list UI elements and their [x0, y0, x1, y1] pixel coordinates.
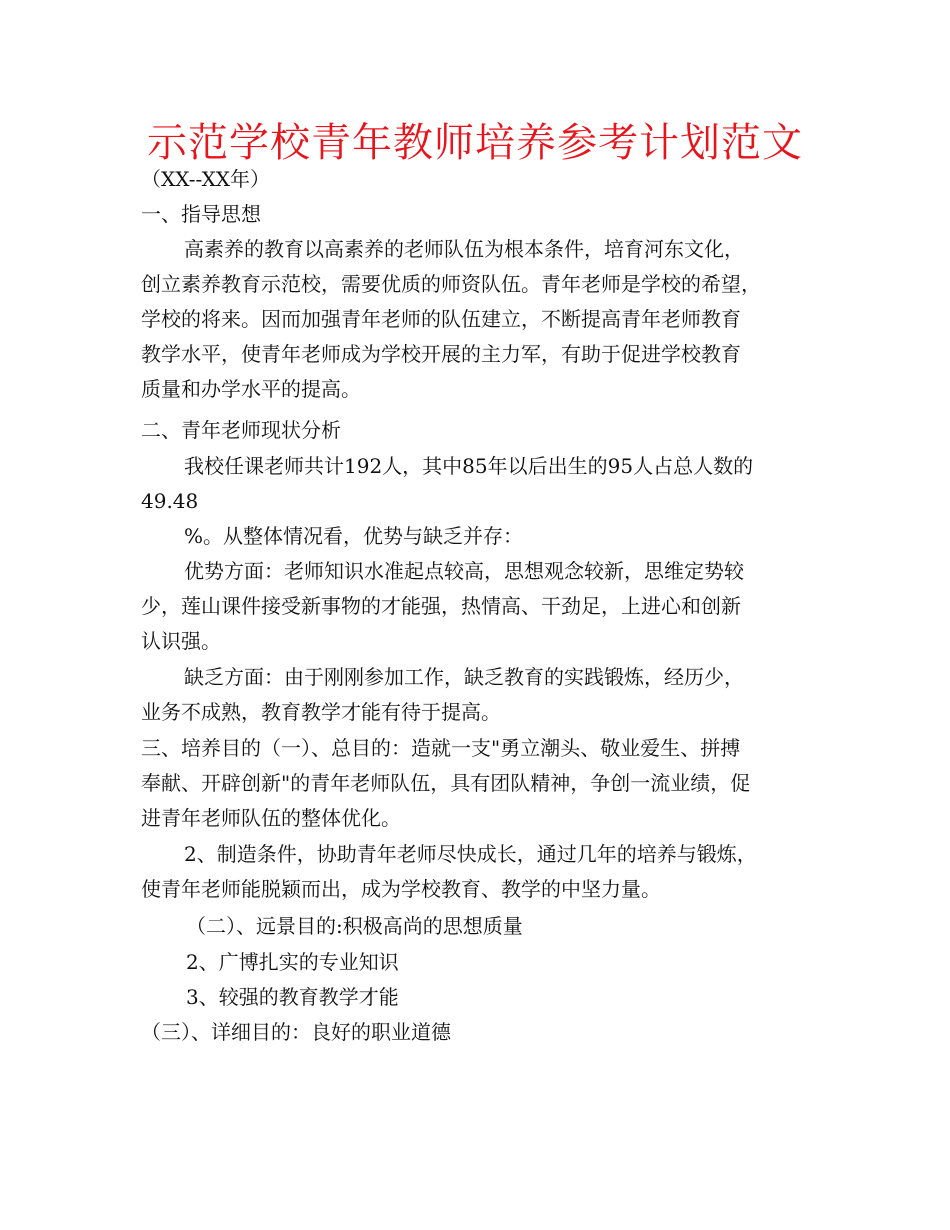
section-heading-guiding-ideology: 一、指导思想 [141, 202, 261, 226]
paragraph-line: 创立素养教育示范校，需要优质的师资队伍。青年老师是学校的希望， [141, 272, 761, 296]
date-range: （XX--XX年） [141, 167, 271, 191]
paragraph-line: 认识强。 [141, 629, 221, 653]
paragraph-line: （三）、详细目的：良好的职业道德 [141, 1020, 451, 1044]
paragraph-line: 质量和办学水平的提高。 [141, 377, 361, 401]
paragraph-line: 使青年老师能脱颖而出，成为学校教育、教学的中坚力量。 [141, 877, 661, 901]
paragraph-line: 业务不成熟，教育教学才能有待于提高。 [141, 700, 501, 724]
paragraph-line: 奉献、开辟创新"的青年老师队伍，具有团队精神，争创一流业绩，促 [141, 771, 751, 795]
paragraph-line: 2、制造条件，协助青年老师尽快成长，通过几年的培养与锻炼， [184, 842, 757, 866]
paragraph-line: 学校的将来。因而加强青年老师的队伍建立，不断提高青年老师教育 [141, 307, 741, 331]
paragraph-line: 我校任课老师共计192人，其中85年以后出生的95人占总人数的 [184, 454, 754, 478]
paragraph-line: 高素养的教育以高素养的老师队伍为根本条件，培育河东文化， [184, 237, 744, 261]
paragraph-line: 3、较强的教育教学才能 [186, 985, 399, 1009]
paragraph-line: 2、广博扎实的专业知识 [186, 950, 399, 974]
paragraph-line: 少，莲山课件接受新事物的才能强，热情高、干劲足，上进心和创新 [141, 594, 741, 618]
paragraph-line: 49.48 [141, 489, 199, 513]
paragraph-line: 进青年老师队伍的整体优化。 [141, 806, 401, 830]
section-heading-training-goals: 三、培养目的（一）、总目的：造就一支"勇立潮头、敬业爱生、拼搏 [141, 736, 741, 760]
paragraph-line: （二）、远景目的:积极高尚的思想质量 [186, 914, 523, 938]
paragraph-line: 缺乏方面：由于刚刚参加工作，缺乏教育的实践锻炼，经历少， [184, 665, 744, 689]
paragraph-line: 教学水平，使青年老师成为学校开展的主力军，有助于促进学校教育 [141, 342, 741, 366]
paragraph-line: %。从整体情况看，优势与缺乏并存： [184, 524, 524, 548]
paragraph-line: 优势方面：老师知识水准起点较高，思想观念较新，思维定势较 [184, 559, 744, 583]
document-title: 示范学校青年教师培养参考计划范文 [147, 120, 803, 166]
section-heading-current-analysis: 二、青年老师现状分析 [141, 418, 341, 442]
